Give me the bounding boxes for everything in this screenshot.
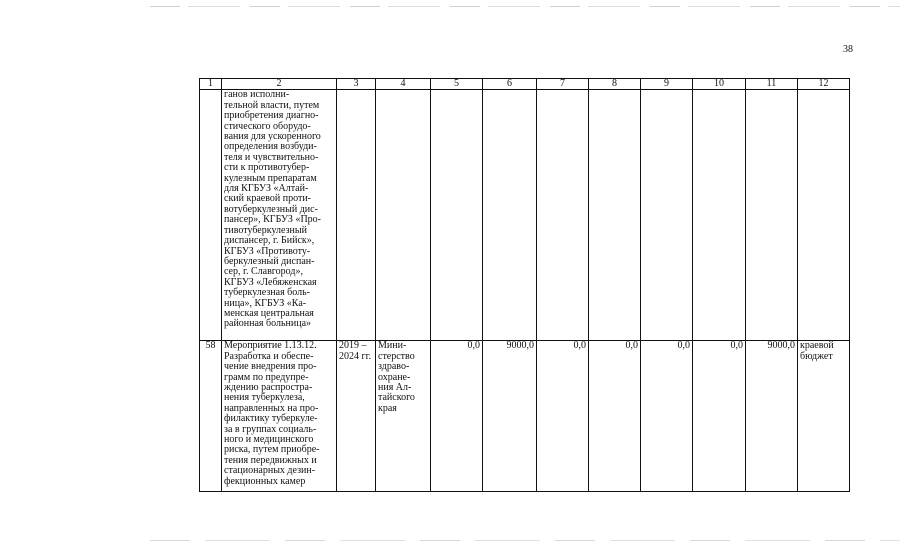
page-number: 38 [843,44,853,55]
header-cell-9: 9 [641,79,693,90]
cont-description-line: определения возбуди- [224,141,317,153]
row58-source-line: краевой [800,340,834,352]
row58-period-cell [337,341,376,492]
cont-cell-6 [483,90,537,341]
row58-value-col7: 0,0 [537,341,589,492]
row58-description-line: ного и медицинского [224,434,314,446]
cont-cell-5 [431,90,483,341]
row58-description-line: нения туберкулеза, [224,392,305,404]
cont-description-cell [222,90,337,341]
row58-value-col9: 0,0 [641,341,693,492]
row58-executor-line: здраво- [378,361,410,373]
cont-description-line: вания для ускоренного [224,131,321,143]
row58-executor-line: стерство [378,350,415,362]
row58-description-line: тения передвижных и [224,454,317,466]
row58-period-line: 2024 гг. [339,350,372,362]
row58-period-line: 2019 – [339,340,367,352]
cont-cell-7 [537,90,589,341]
cont-description-line: теля и чувствительно- [224,151,319,163]
row58-value-col6: 9000,0 [483,341,537,492]
cont-cell-9 [641,90,693,341]
table-row-58 [200,341,850,492]
row58-value-col11: 9000,0 [746,341,798,492]
row58-value-col8: 0,0 [589,341,641,492]
row58-description-line: филактику туберкуле- [224,413,318,425]
row58-executor-line: охране- [378,371,411,383]
row58-description-line: фекционных камер [224,475,306,487]
header-cell-1: 1 [200,79,222,90]
row58-description-line: риска, путем приобре- [224,444,320,456]
cont-description-line: кулезным препаратам [224,172,317,184]
row58-executor-line: ния Ал- [378,382,412,394]
row58-description-line: направленных на про- [224,402,319,414]
row58-value-col10: 0,0 [693,341,746,492]
header-cell-8: 8 [589,79,641,90]
row58-description-line: Разработка и обеспе- [224,350,314,362]
cont-description-line: менская центральная [224,307,314,319]
header-cell-2: 2 [222,79,337,90]
program-measures-table [199,78,850,492]
cont-description-line: КГБУЗ «Противоту- [224,245,311,257]
cont-description-line: пансер», КГБУЗ «Про- [224,214,321,226]
header-cell-11: 11 [746,79,798,90]
cont-description-line: сер, г. Славгород», [224,266,303,278]
cont-num-cell [200,90,222,341]
cont-cell-3 [337,90,376,341]
table-row-continuation [200,90,850,341]
row58-description-line: Мероприятие 1.13.12. [224,340,317,352]
cont-cell-8 [589,90,641,341]
cont-description-line: тельной власти, путем [224,99,320,111]
row58-description-line: ждению распростра- [224,382,313,394]
row58-executor-line: Мини- [378,340,407,352]
row58-description-cell [222,341,337,492]
cont-description-line: ница», КГБУЗ «Ка- [224,297,307,309]
row58-description-line: стационарных дезин- [224,465,316,477]
cont-description-line: приобретения диагно- [224,110,319,122]
row58-value-col5: 0,0 [431,341,483,492]
row58-description-line: чение внедрения про- [224,361,317,373]
header-cell-5: 5 [431,79,483,90]
header-cell-3: 3 [337,79,376,90]
cont-cell-4 [376,90,431,341]
cont-cell-10 [693,90,746,341]
cont-description-line: вотуберкулезный дис- [224,203,318,215]
cont-description-line: КГБУЗ «Лебяженская [224,276,317,288]
scan-artifact-top [150,6,900,7]
table-header-row [200,79,850,90]
cont-description-line: стического оборудо- [224,120,311,132]
cont-description-line: для КГБУЗ «Алтай- [224,183,309,195]
cont-description-line: сти к противотубер- [224,162,310,174]
row58-description-line: за в группах социаль- [224,423,317,435]
cont-description-line: районная больница» [224,318,312,330]
cont-description-line: туберкулезная боль- [224,287,311,299]
header-cell-4: 4 [376,79,431,90]
row58-executor-line: края [378,402,397,414]
cont-description-line: беркулезный диспан- [224,255,315,267]
cont-cell-11 [746,90,798,341]
header-cell-6: 6 [483,79,537,90]
row58-executor-cell [376,341,431,492]
row-number-cell: 58 [200,341,222,492]
cont-description-line: тивотуберкулезный [224,224,307,236]
row58-description-line: грамм по предупре- [224,371,309,383]
cont-cell-12 [798,90,850,341]
header-cell-7: 7 [537,79,589,90]
cont-description-line: ганов исполни- [224,89,290,101]
header-cell-12: 12 [798,79,850,90]
scan-artifact-bottom [150,540,900,541]
row58-source-line: бюджет [800,350,833,362]
header-cell-10: 10 [693,79,746,90]
row58-executor-line: тайского [378,392,415,404]
cont-description-line: ский краевой проти- [224,193,312,205]
row58-source-cell [798,341,850,492]
cont-description-line: диспансер, г. Бийск», [224,235,315,247]
